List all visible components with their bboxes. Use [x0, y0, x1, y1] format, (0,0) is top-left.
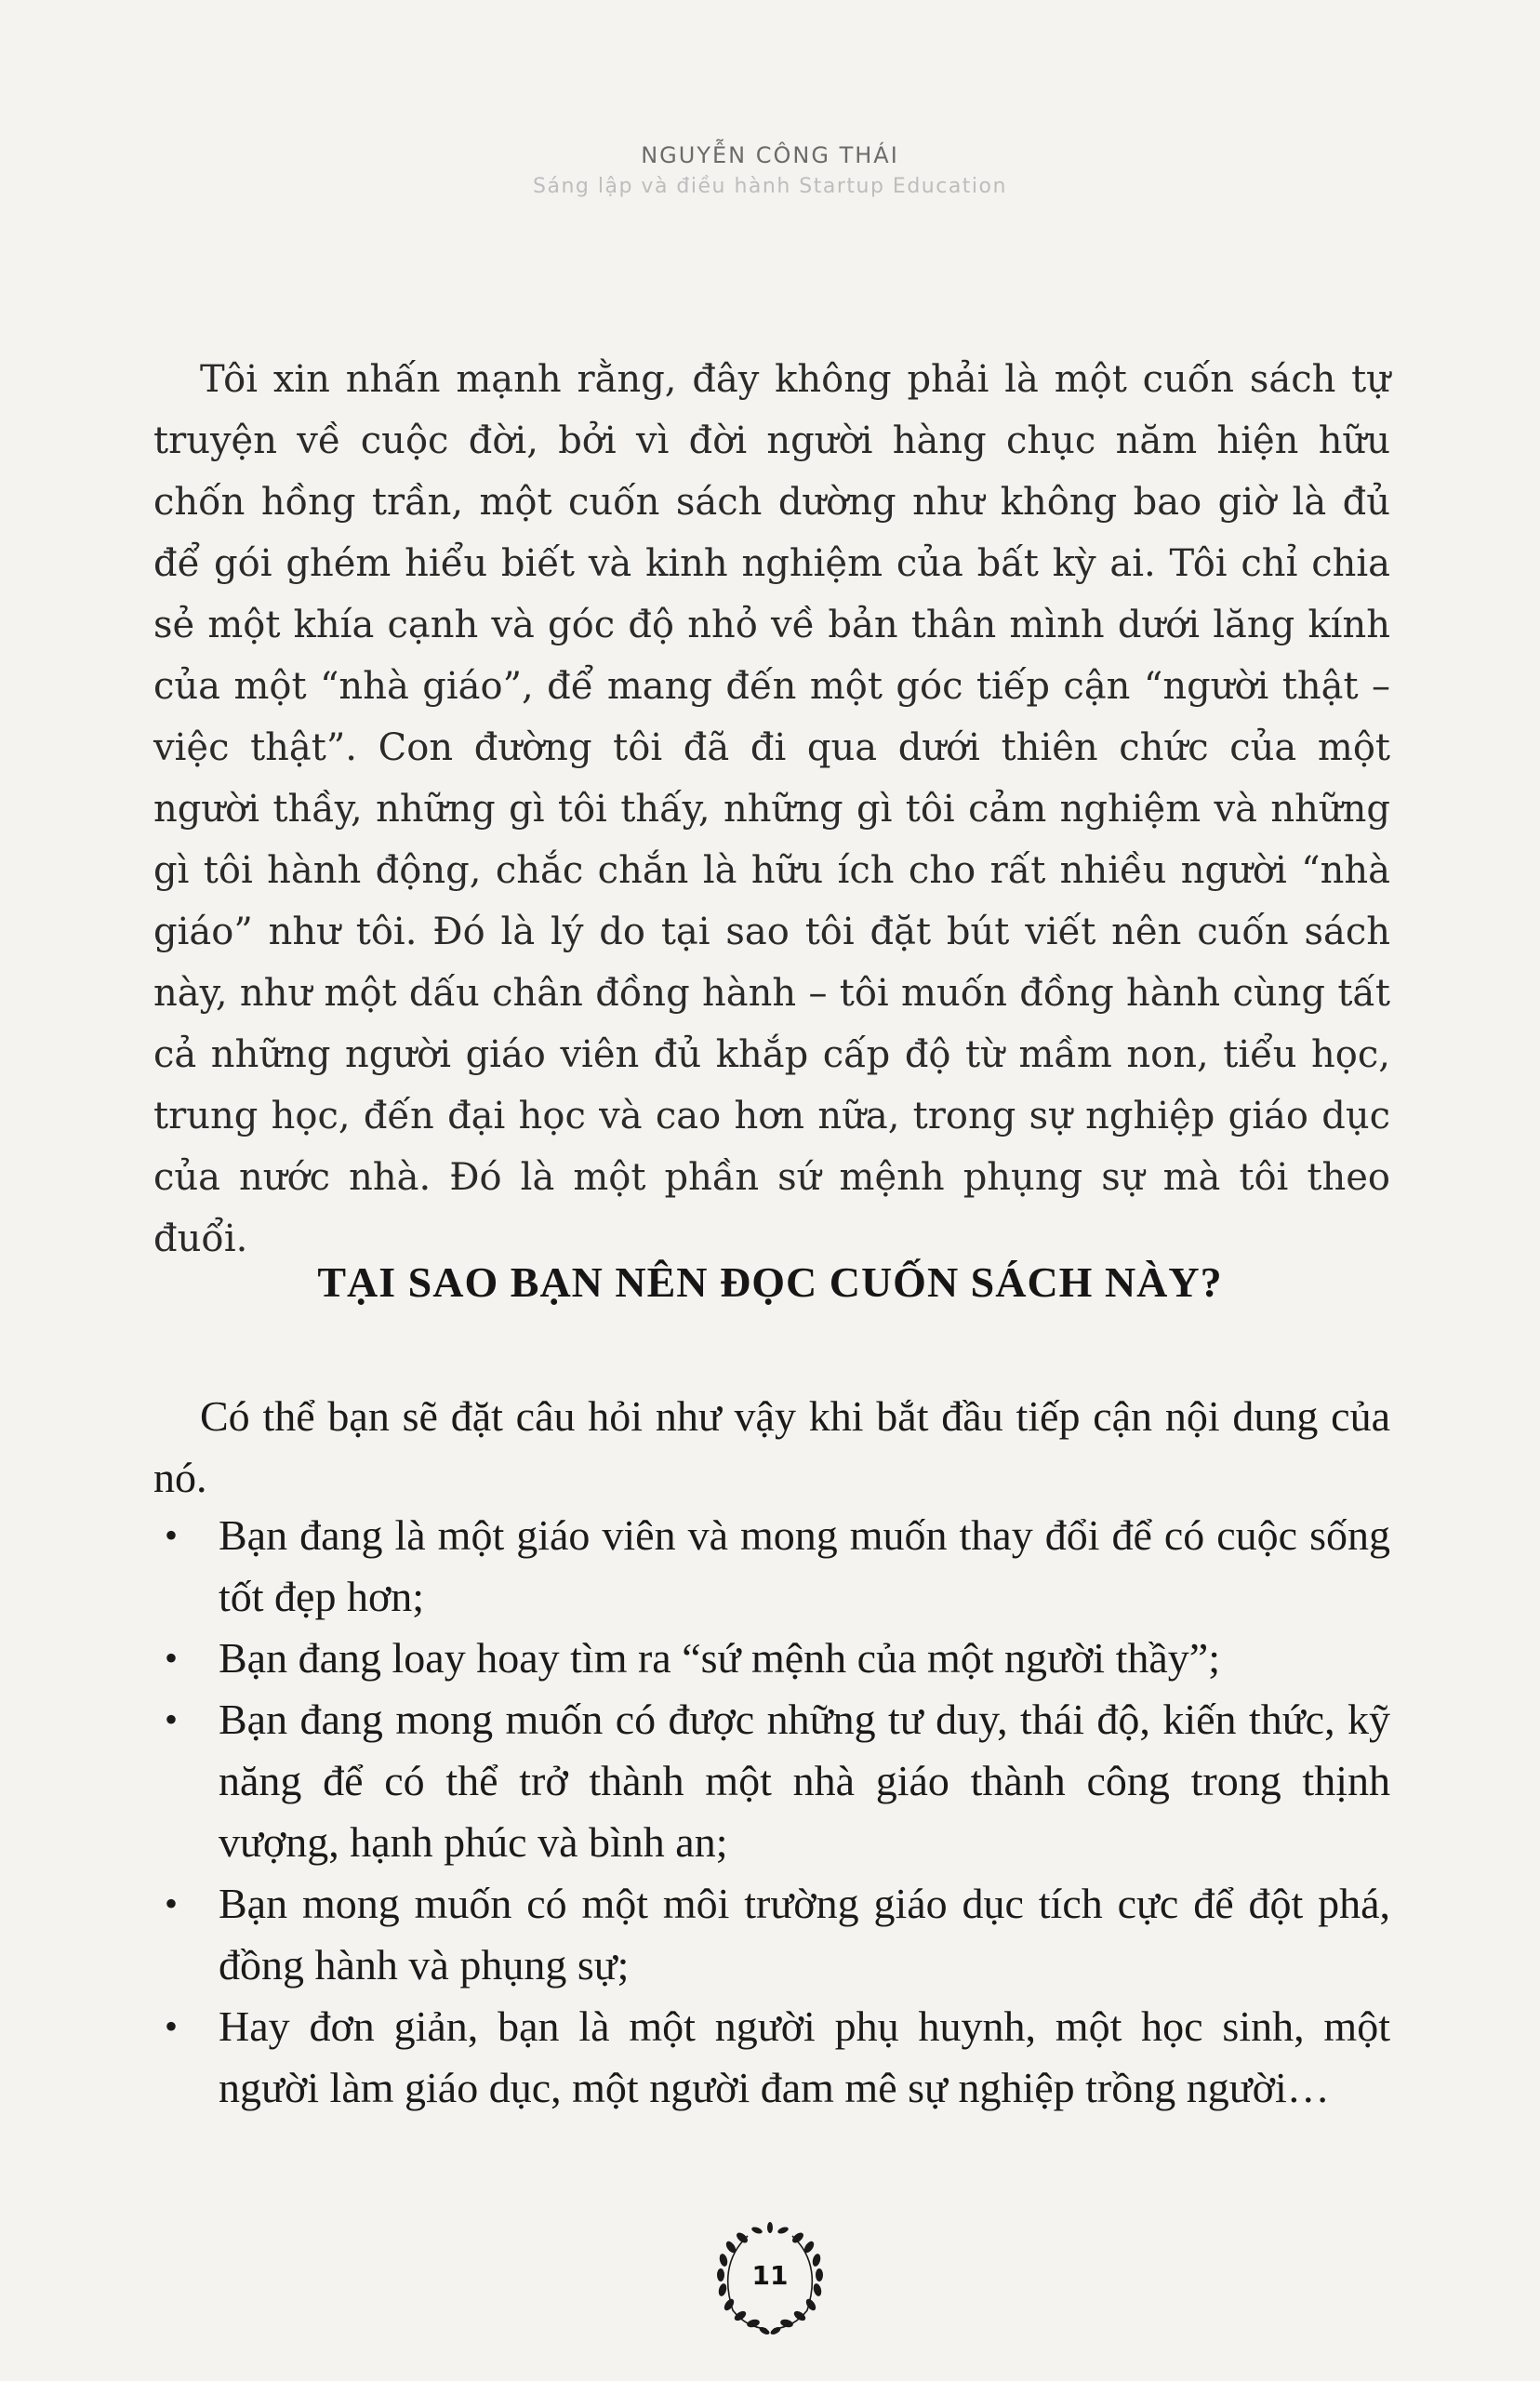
reasons-list [153, 1505, 1390, 2119]
bullet-icon: • [165, 1637, 179, 1679]
page-number: 11 [751, 2260, 789, 2291]
question-paragraph: Có thể bạn sẽ đặt câu hỏi như vậy khi bắt đầu tiếp cận nội dung của nó. [153, 1392, 1390, 1501]
bullet-icon: • [165, 1882, 179, 1924]
list-item-text: Bạn đang là một giáo viên và mong muốn thay đổi để có cuộc sống tốt đẹp hơn; [219, 1511, 1390, 1620]
list-item [153, 1505, 1390, 1628]
bullet-icon: • [165, 1698, 179, 1740]
list-item [153, 1628, 1390, 1689]
running-head-author: NGUYỄN CÔNG THÁI [641, 142, 899, 168]
bullet-icon: • [165, 2005, 179, 2047]
list-item [153, 1689, 1390, 1873]
list-item-text: Hay đơn giản, bạn là một người phụ huynh, một học sinh, một người làm giáo dục, một người đam mê sự nghiệp trồng người… [219, 2002, 1390, 2111]
intro-paragraph: Tôi xin nhấn mạnh rằng, đây không phải là một cuốn sách tự truyện về cuộc đời, bởi vì đời người hàng chục năm hiện hữu chốn hồng trần, một cuốn sách dường như không bao giờ là đủ để gói ghém hiểu biết và kinh nghiệm của bất kỳ ai. Tôi chỉ chia sẻ một khía cạnh và góc độ nhỏ về bản thân mình dưới lăng kính của một “nhà giáo”, để mang đến một góc tiếp cận “người thật – việc thật”. Con đường tôi đã đi qua dưới thiên chức của một người thầy, những gì tôi thấy, những gì tôi cảm nghiệm và những gì tôi hành động, chắc chắn là hữu ích cho rất nhiều người “nhà giáo” như tôi. Đó là lý do tại sao tôi đặt bút viết nên cuốn sách này, như một dấu chân đồng hành – tôi muốn đồng hành cùng tất cả những người giáo viên đủ khắp cấp độ từ mầm non, tiểu học, trung học, đến đại học và cao hơn nữa, trong sự nghiệp giáo dục của nước nhà. Đó là một phần sứ mệnh phụng sự mà tôi theo đuổi. [153, 358, 1390, 1260]
running-head [0, 140, 1540, 203]
bullet-icon: • [165, 1514, 179, 1556]
list-item [153, 1873, 1390, 1996]
running-head-role: Sáng lập và điều hành Startup Education [533, 175, 1007, 198]
list-item-text: Bạn đang loay hoay tìm ra “sứ mệnh của một người thầy”; [219, 1634, 1220, 1682]
list-item-text: Bạn đang mong muốn có được những tư duy, thái độ, kiến thức, kỹ năng để có thể trở thành một nhà giáo thành công trong thịnh vượng, hạnh phúc và bình an; [219, 1696, 1390, 1866]
section-heading: TẠI SAO BẠN NÊN ĐỌC CUỐN SÁCH NÀY? [317, 1258, 1223, 1306]
list-item-text: Bạn mong muốn có một môi trường giáo dục tích cực để đột phá, đồng hành và phụng sự; [219, 1880, 1390, 1989]
list-item [153, 1996, 1390, 2119]
page-number-ornament [705, 2217, 835, 2348]
